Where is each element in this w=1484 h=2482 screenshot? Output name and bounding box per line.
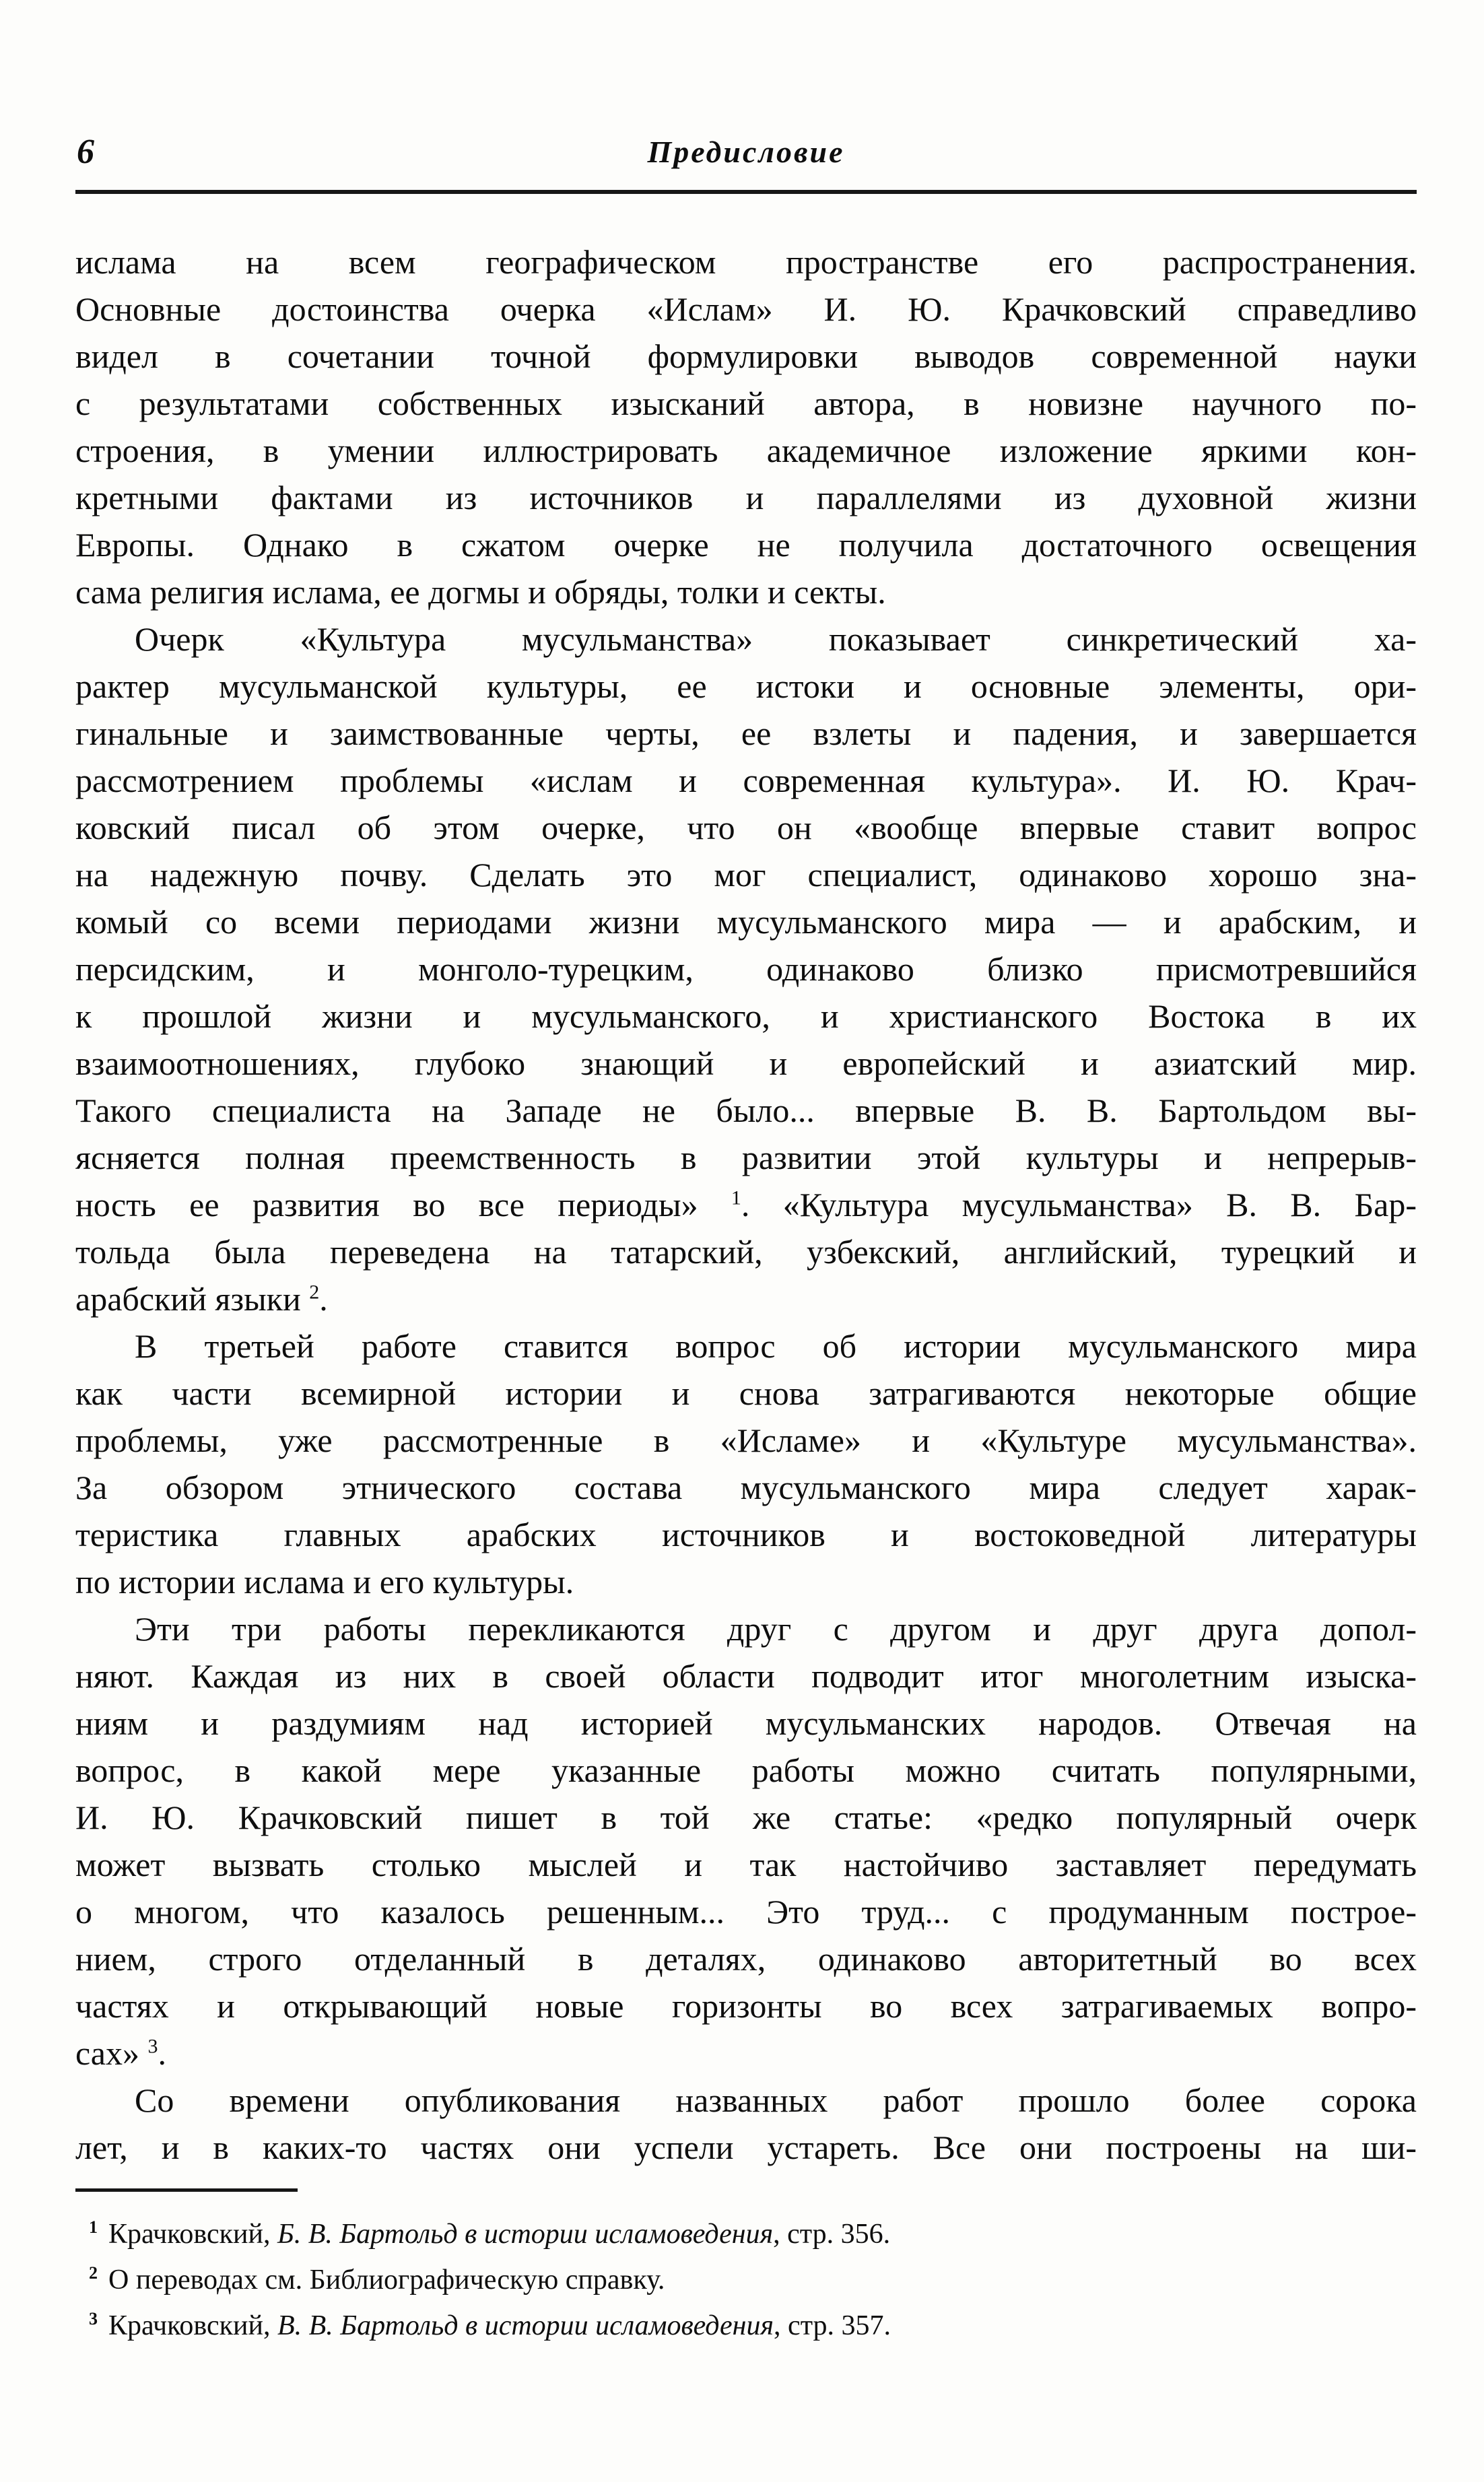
body-line: строения, в умении иллюстрировать академичное изложение яркими кон-: [75, 432, 1417, 469]
body-line: частях и открывающий новые горизонты во всех затрагиваемых вопро-: [75, 1987, 1417, 2025]
footnote-marker: 2: [89, 2263, 98, 2283]
footnote: $^1$ Крачковский, Б. В. Бартольд в истории исламоведения, стр. 356.: [89, 2217, 891, 2250]
body-line: Со времени опубликования названных работ прошло более сорока: [135, 2081, 1417, 2119]
body-line: И. Ю. Крачковский пишет в той же статье: «редко популярный очерк: [75, 1799, 1417, 1836]
body-line: нием, строго отделанный в деталях, одинаково авторитетный во всех: [75, 1940, 1417, 1978]
footnote-ref: 2: [309, 1281, 320, 1304]
body-line: ковский писал об этом очерке, что он «вообще впервые ставит вопрос: [75, 809, 1417, 846]
footnote-work-title: В. В. Бартольд в истории исламоведения: [277, 2310, 774, 2341]
footnote-work-title: Б. В. Бартольд в истории исламоведения: [277, 2219, 774, 2250]
body-line: лет, и в каких-то частях они успели устареть. Все они построены на ши-: [75, 2128, 1417, 2166]
footnote: $^3$ Крачковский, В. В. Бартольд в истории исламоведения, стр. 357.: [89, 2309, 891, 2341]
page-header: [75, 132, 1417, 175]
body-line: тольда была переведена на татарский, узбекский, английский, турецкий и: [75, 1233, 1417, 1271]
body-line: Эти три работы перекликаются друг с другом и друг друга допол-: [135, 1610, 1417, 1648]
footnote-ref: 1: [731, 1186, 741, 1209]
body-line: проблемы, уже рассмотренные в «Исламе» и «Культуре мусульманства».: [75, 1421, 1417, 1459]
body-line: арабский языки $^2$.: [75, 1280, 328, 1318]
running-title: Предисловие: [647, 135, 845, 169]
footnote: $^2$ О переводах см. Библиографическую справку.: [89, 2263, 665, 2295]
footnote-marker: 1: [89, 2217, 98, 2237]
body-line: В третьей работе ставится вопрос об истории мусульманского мира: [135, 1327, 1417, 1365]
body-line: ность ее развития во все периоды» $^1$. «Культура мусульманства» В. В. Бар-: [75, 1186, 1417, 1223]
header-rule: [75, 190, 1417, 194]
footnote-ref: 3: [147, 2035, 158, 2058]
footnotes-section: [75, 2208, 1417, 2345]
footnote-marker: 3: [89, 2309, 98, 2328]
body-line: видел в сочетании точной формулировки выводов современной науки: [75, 337, 1417, 375]
body-line: рассмотрением проблемы «ислам и современная культура». И. Ю. Крач-: [75, 762, 1417, 799]
body-text: [75, 238, 1417, 2171]
body-line: Европы. Однако в сжатом очерке не получила достаточного освещения: [75, 526, 1417, 564]
body-line: вопрос, в какой мере указанные работы можно считать популярными,: [75, 1751, 1417, 1789]
body-line: ниям и раздумиям над историей мусульманских народов. Отвечая на: [75, 1704, 1417, 1742]
body-line: может вызвать столько мыслей и так настойчиво заставляет передумать: [75, 1846, 1417, 1883]
body-line: теристика главных арабских источников и востоковедной литературы: [75, 1516, 1417, 1553]
body-line: ислама на всем географическом пространстве его распространения.: [75, 243, 1417, 281]
body-line: ясняется полная преемственность в развитии этой культуры и непрерыв-: [75, 1139, 1417, 1176]
body-line: рактер мусульманской культуры, ее истоки и основные элементы, ори-: [75, 667, 1417, 705]
body-line: сама религия ислама, ее догмы и обряды, толки и секты.: [75, 573, 886, 611]
body-line: кретными фактами из источников и параллелями из духовной жизни: [75, 479, 1417, 516]
body-line: как части всемирной истории и снова затрагиваются некоторые общие: [75, 1374, 1417, 1412]
body-line: с результатами собственных изысканий автора, в новизне научного по-: [75, 384, 1417, 422]
body-line: к прошлой жизни и мусульманского, и христианского Востока в их: [75, 997, 1417, 1035]
page-number: 6: [77, 133, 94, 171]
body-line: Очерк «Культура мусульманства» показывает синкретический ха-: [135, 620, 1417, 658]
body-line: комый со всеми периодами жизни мусульманского мира — и арабским, и: [75, 903, 1417, 941]
body-line: За обзором этнического состава мусульманского мира следует харак-: [75, 1469, 1417, 1506]
body-line: Основные достоинства очерка «Ислам» И. Ю. Крачковский справедливо: [75, 290, 1417, 328]
footnote-divider: [75, 2188, 298, 2192]
body-line: на надежную почву. Сделать это мог специалист, одинаково хорошо зна-: [75, 856, 1417, 894]
body-line: о многом, что казалось решенным... Это труд... с продуманным построе-: [75, 1893, 1417, 1931]
body-line: няют. Каждая из них в своей области подводит итог многолетним изыска-: [75, 1657, 1417, 1695]
body-line: по истории ислама и его культуры.: [75, 1563, 574, 1601]
body-line: взаимоотношениях, глубоко знающий и европейский и азиатский мир.: [75, 1044, 1417, 1082]
body-line: Такого специалиста на Западе не было... впервые В. В. Бартольдом вы-: [75, 1092, 1417, 1129]
body-line: гинальные и заимствованные черты, ее взлеты и падения, и завершается: [75, 714, 1417, 752]
body-line: персидским, и монголо-турецким, одинаково близко присмотревшийся: [75, 950, 1417, 988]
body-line: сах» $^3$.: [75, 2034, 166, 2072]
